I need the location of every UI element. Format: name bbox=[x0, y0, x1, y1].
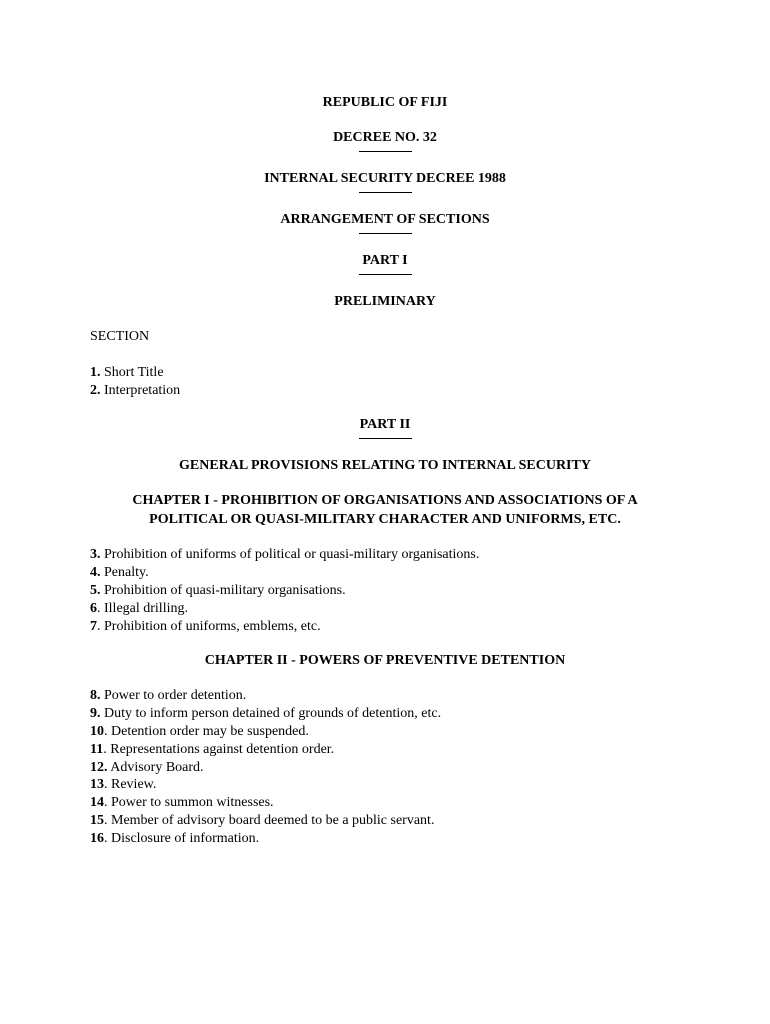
section-item: 15. Member of advisory board deemed to be a public servant. bbox=[90, 812, 435, 828]
section-item: 16. Disclosure of information. bbox=[90, 830, 260, 846]
chapter-1-section-list bbox=[90, 546, 680, 635]
chapter-2-title: CHAPTER II - POWERS OF PREVENTIVE DETENTION bbox=[204, 653, 566, 669]
section-item: 7. Prohibition of uniforms, emblems, etc. bbox=[90, 618, 321, 634]
part-2-title: GENERAL PROVISIONS RELATING TO INTERNAL SECURITY bbox=[179, 458, 591, 474]
part-2-heading: PART II bbox=[359, 417, 411, 433]
section-item: 9. Duty to inform person detained of grounds of detention, etc. bbox=[90, 706, 442, 722]
separator-rule bbox=[359, 438, 412, 439]
decree-title: INTERNAL SECURITY DECREE 1988 bbox=[264, 171, 506, 186]
separator-rule bbox=[359, 151, 412, 152]
chapter-1-title: CHAPTER I - PROHIBITION OF ORGANISATIONS AND ASSOCIATIONS OF A POLITICAL OR QUASI-MILITARY CHARACTER AND UNIFORMS, ETC. bbox=[132, 493, 638, 528]
section-item: 12. Advisory Board. bbox=[90, 759, 204, 775]
separator-rule bbox=[359, 192, 412, 193]
section-item: 14. Power to summon witnesses. bbox=[90, 795, 274, 811]
part-1-section-list bbox=[90, 364, 680, 400]
section-item: 3. Prohibition of uniforms of political or quasi-military organisations. bbox=[90, 547, 480, 563]
section-item: 1. Short Title bbox=[90, 364, 164, 380]
section-item: 10. Detention order may be suspended. bbox=[90, 723, 309, 739]
arrangement-heading: ARRANGEMENT OF SECTIONS bbox=[280, 212, 490, 227]
section-item: 4. Penalty. bbox=[90, 565, 149, 581]
republic-heading: REPUBLIC OF FIJI bbox=[322, 95, 448, 110]
separator-rule bbox=[359, 274, 412, 275]
decree-number: DECREE NO. 32 bbox=[333, 130, 437, 145]
section-item: 11. Representations against detention order. bbox=[90, 741, 335, 757]
section-item: 13. Review. bbox=[90, 777, 157, 793]
section-label: SECTION bbox=[90, 329, 150, 344]
section-item: 6. Illegal drilling. bbox=[90, 600, 188, 616]
chapter-2-section-list bbox=[90, 687, 680, 847]
part-1-heading: PART I bbox=[362, 253, 408, 268]
section-item: 5. Prohibition of quasi-military organisations. bbox=[90, 582, 346, 598]
section-item: 2. Interpretation bbox=[90, 382, 181, 398]
section-item: 8. Power to order detention. bbox=[90, 688, 247, 704]
separator-rule bbox=[359, 233, 412, 234]
part-1-title: PRELIMINARY bbox=[334, 294, 436, 309]
